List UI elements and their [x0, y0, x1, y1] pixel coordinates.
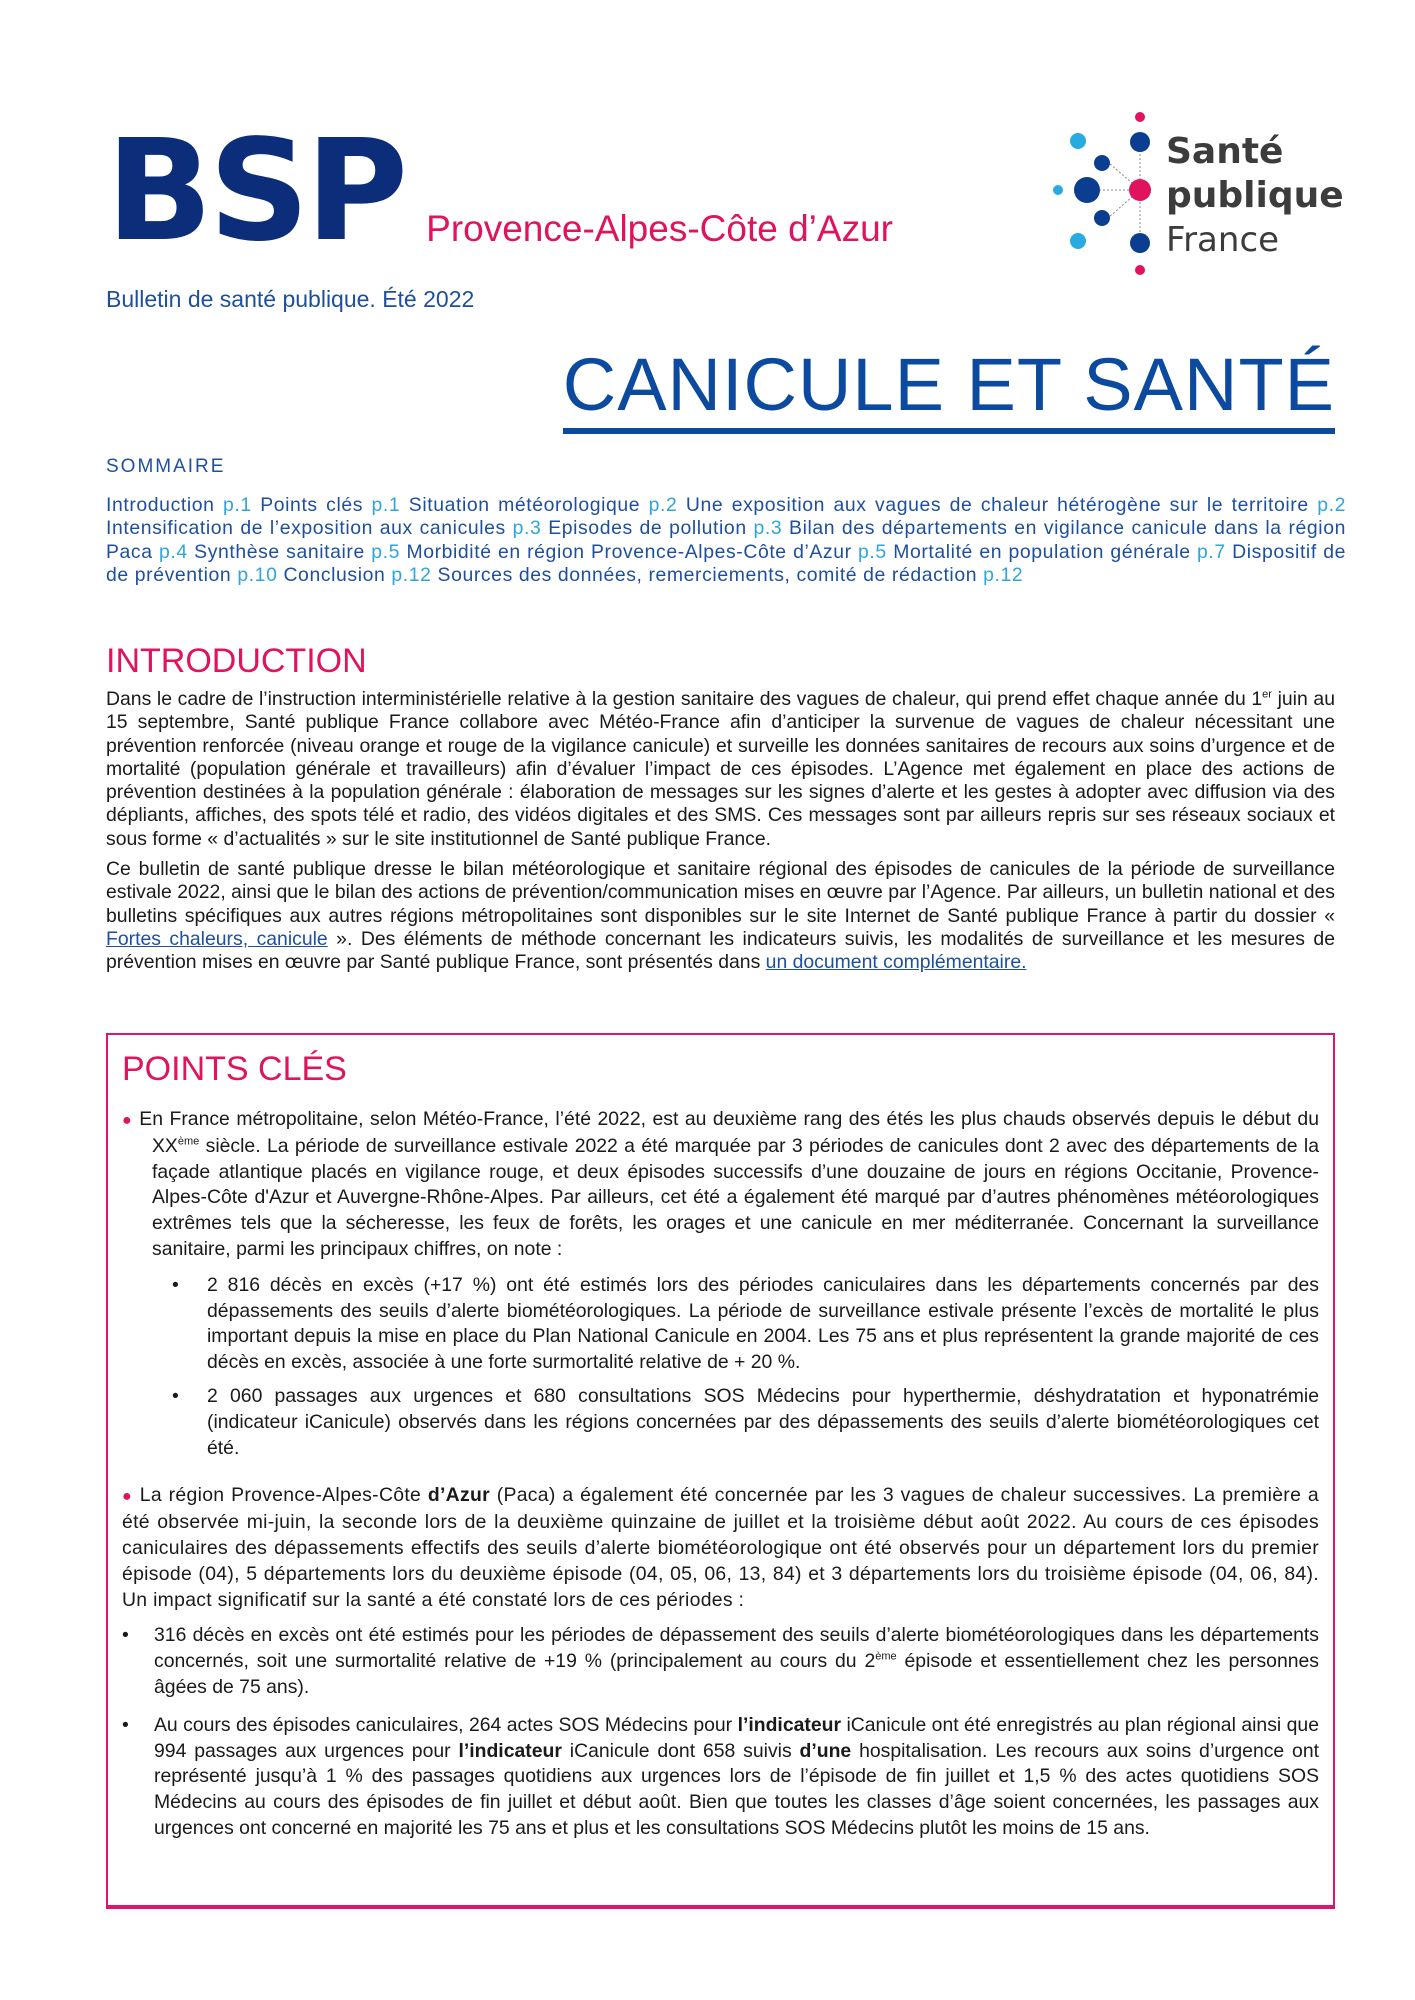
logo-dot — [1070, 233, 1086, 249]
toc-item-label[interactable]: Conclusion — [283, 564, 386, 587]
publisher-line-1: Santé — [1166, 130, 1284, 172]
introduction-heading: INTRODUCTION — [106, 642, 367, 680]
logo-dot — [1074, 177, 1100, 203]
toc-item-page[interactable]: p.3 — [512, 517, 542, 540]
logo-dot — [1130, 132, 1150, 152]
national-figures-list — [172, 1273, 1319, 1462]
list-item: • 2 816 décès en excès (+17 %) ont été estimés lors des périodes caniculaires dans les départements concernés par des dépassements des seuils d’alerte biométéorologiques. La période de surveillance estivale présente l’excès de mortalité le plus important depuis la mise en place du Plan National Canicule en 2004. Les 75 ans et plus représentent la grande majorité de ces décès en excès, associée à une forte surmortalité relative de + 20 %. — [172, 1273, 1319, 1374]
logo-dot — [1135, 265, 1145, 275]
toc-item-page[interactable]: p.2 — [648, 494, 678, 516]
logo-dot — [1094, 210, 1110, 226]
key-point-national: ● En France métropolitaine, selon Météo-France, l’été 2022, est au deuxième rang des étés les plus chauds observés depuis le début du XXème siècle. La période de surveillance estivale 2022 a été marquée par 3 périodes de canicules dont 2 avec des départements de la façade atlantique placés en vigilance rouge, et deux épisodes successifs d’une douzaine de jours en régions Occitanie, Provence-Alpes-Côte d'Azur et Auvergne-Rhône-Alpes. Par ailleurs, cet été a également été marqué par d’autres phénomènes météorologiques extrêmes tels que la sécheresse, les feux de forêts, les orages et une canicule en mer méditerranée. Concernant la surveillance sanitaire, parmi les principaux chiffres, on note : — [122, 1108, 1319, 1260]
sommaire-heading: SOMMAIRE — [106, 456, 226, 477]
publisher-line-2: publique — [1166, 174, 1344, 216]
link-fortes-chaleurs[interactable]: Fortes chaleurs, canicule — [106, 927, 328, 950]
toc-item-page[interactable]: p.2 — [1317, 494, 1346, 516]
toc-item-label[interactable]: Synthèse sanitaire — [194, 540, 365, 563]
bsp-logo: BSP — [106, 110, 405, 273]
toc-item-label[interactable]: Introduction — [106, 494, 215, 516]
toc-item-label[interactable]: Points clés — [260, 494, 364, 516]
toc-item-label[interactable]: Mortalité en population générale — [893, 540, 1191, 563]
publisher-name — [1166, 130, 1344, 262]
intro-paragraph-1: Dans le cadre de l’instruction interministérielle relative à la gestion sanitaire des vagues de chaleur, qui prend effet chaque année du 1er juin au 15 septembre, Santé publique France collabore avec Météo-France afin d’anticiper la survenue de vagues de chaleur nécessitant une prévention renforcée (niveau orange et rouge de la vigilance canicule) et surveille les données sanitaires de recours aux soins d’urgence et de mortalité (population générale et travailleurs) afin d’évaluer l’impact de ces épisodes. L’Agence met également en place des actions de prévention destinées à la population générale : élaboration de messages sur les signes d’alerte et les gestes à adopter avec diffusion via des dépliants, affiches, des spots télé et radio, des vidéos digitales et des SMS. Ces messages sont par ailleurs repris sur ses réseaux sociaux et sous forme « d’actualités » sur le site institutionnel de Santé publique France. — [106, 688, 1335, 850]
logo-dot — [1070, 133, 1086, 149]
list-item: • 2 060 passages aux urgences et 680 consultations SOS Médecins pour hyperthermie, déshydratation et hyponatrémie (indicateur iCanicule) observés dans les régions concernées par des dépassements des seuils d’alerte biométéorologiques cet été. — [172, 1384, 1319, 1459]
regional-figures-list — [122, 1623, 1319, 1841]
publisher-logo — [1040, 108, 1344, 283]
toc-item-page[interactable]: p.5 — [371, 540, 401, 563]
logo-dot — [1053, 185, 1063, 195]
toc-item-page[interactable]: p.10 — [237, 564, 278, 587]
link-document-complementaire[interactable]: un document complémentaire. — [765, 951, 1027, 974]
introduction-body — [106, 688, 1335, 982]
bullet-icon: ● — [122, 1112, 133, 1129]
toc-item-page[interactable]: p.4 — [159, 540, 188, 563]
bulletin-subtitle: Bulletin de santé publique. Été 2022 — [106, 286, 475, 312]
toc-item-page[interactable]: p.12 — [391, 564, 432, 587]
sante-publique-france-logo-icon — [1040, 108, 1160, 283]
toc-item-label[interactable]: Episodes de pollution — [548, 517, 747, 540]
bullet-icon: ● — [122, 1488, 134, 1506]
toc-item-label[interactable]: Dispositif de de prévention — [106, 540, 1346, 587]
toc-item-page[interactable]: p.1 — [223, 494, 252, 516]
toc-item-page[interactable]: p.5 — [858, 540, 887, 563]
logo-dot — [1135, 112, 1145, 122]
toc-item-page[interactable]: p.12 — [983, 564, 1024, 587]
list-item: • 316 décès en excès ont été estimés pour les périodes de dépassement des seuils d’alerte biométéorologiques dans les départements concernés, soit une surmortalité relative de +19 % (principalement au cours du 2ème épisode et essentiellement chez les personnes âgées de 75 ans). — [122, 1624, 1319, 1698]
toc-item-label[interactable]: Situation météorologique — [408, 494, 641, 516]
main-title: CANICULE ET SANTÉ — [563, 348, 1335, 434]
toc-item-label[interactable]: Une exposition aux vagues de chaleur hétérogène sur le territoire — [685, 494, 1309, 516]
key-points-heading: POINTS CLÉS — [122, 1050, 347, 1088]
toc-item-label[interactable]: Sources des données, remerciements, comité de rédaction — [437, 564, 978, 587]
intro-paragraph-2: Ce bulletin de santé publique dresse le bilan météorologique et sanitaire régional des épisodes de canicules de la période de surveillance estivale 2022, ainsi que le bilan des actions de prévention/communication mises en œuvre par l’Agence. Par ailleurs, un bulletin national et des bulletins spécifiques aux autres régions métropolitaines sont disponibles sur le site Internet de Santé publique France à partir du dossier « Fortes chaleurs, canicule ». Des éléments de méthode concernant les indicateurs suivis, les modalités de surveillance et les mesures de prévention mises en œuvre par Santé publique France, sont présentés dans un document complémentaire. — [106, 858, 1335, 974]
toc-item-page[interactable]: p.3 — [753, 517, 783, 540]
list-item: • Au cours des épisodes caniculaires, 264 actes SOS Médecins pour l’indicateur iCanicule ont été enregistrés au plan régional ainsi que 994 passages aux urgences pour l’indicateur iCanicule dont 658 suivis d’une hospitalisation. Les recours aux soins d’urgence ont représenté jusqu’à 1 % des passages quotidiens aux urgences lors de l’épisode de fin juillet et 1,5 % des actes quotidiens SOS Médecins au cours des épisodes de fin juillet et début août. Bien que toutes les classes d’âge soient concernées, les passages aux urgences ont concerné en majorité les 75 ans et plus et les consultations SOS Médecins plutôt les moins de 15 ans. — [122, 1713, 1320, 1839]
publisher-line-3: France — [1166, 219, 1280, 260]
logo-dot — [1129, 179, 1151, 201]
toc-item-page[interactable]: p.1 — [371, 494, 401, 516]
logo-dot — [1130, 233, 1150, 253]
brand-row — [106, 110, 893, 273]
key-points-body — [122, 1107, 1319, 1854]
toc-item-page[interactable]: p.7 — [1197, 540, 1226, 563]
key-point-regional: ● La région Provence-Alpes-Côte d’Azur (Paca) a également été concernée par les 3 vagues de chaleur successives. La première a été observée mi-juin, la seconde lors de la deuxième quinzaine de juillet et la troisième début août 2022. Au cours de ces épisodes caniculaires des dépassements effectifs des seuils d’alerte biométéorologique ont été observés pour un département lors du premier épisode (04), 5 départements lors du deuxième épisode (04, 05, 06, 13, 84) et 3 départements lors du troisième épisode (04, 06, 84). Un impact significatif sur la santé a été constaté lors de ces périodes : — [122, 1484, 1319, 1611]
table-of-contents — [106, 494, 1346, 588]
region-title: Provence-Alpes-Côte d’Azur — [426, 208, 893, 250]
toc-item-label[interactable]: Intensification de l’exposition aux canicules — [106, 517, 506, 540]
toc-item-label[interactable]: Bilan des départements en vigilance canicule dans la région Paca — [106, 517, 1346, 563]
key-points-box — [106, 1033, 1335, 1909]
logo-dot — [1094, 155, 1110, 171]
toc-item-label[interactable]: Morbidité en région Provence-Alpes-Côte d’Azur — [406, 540, 852, 563]
